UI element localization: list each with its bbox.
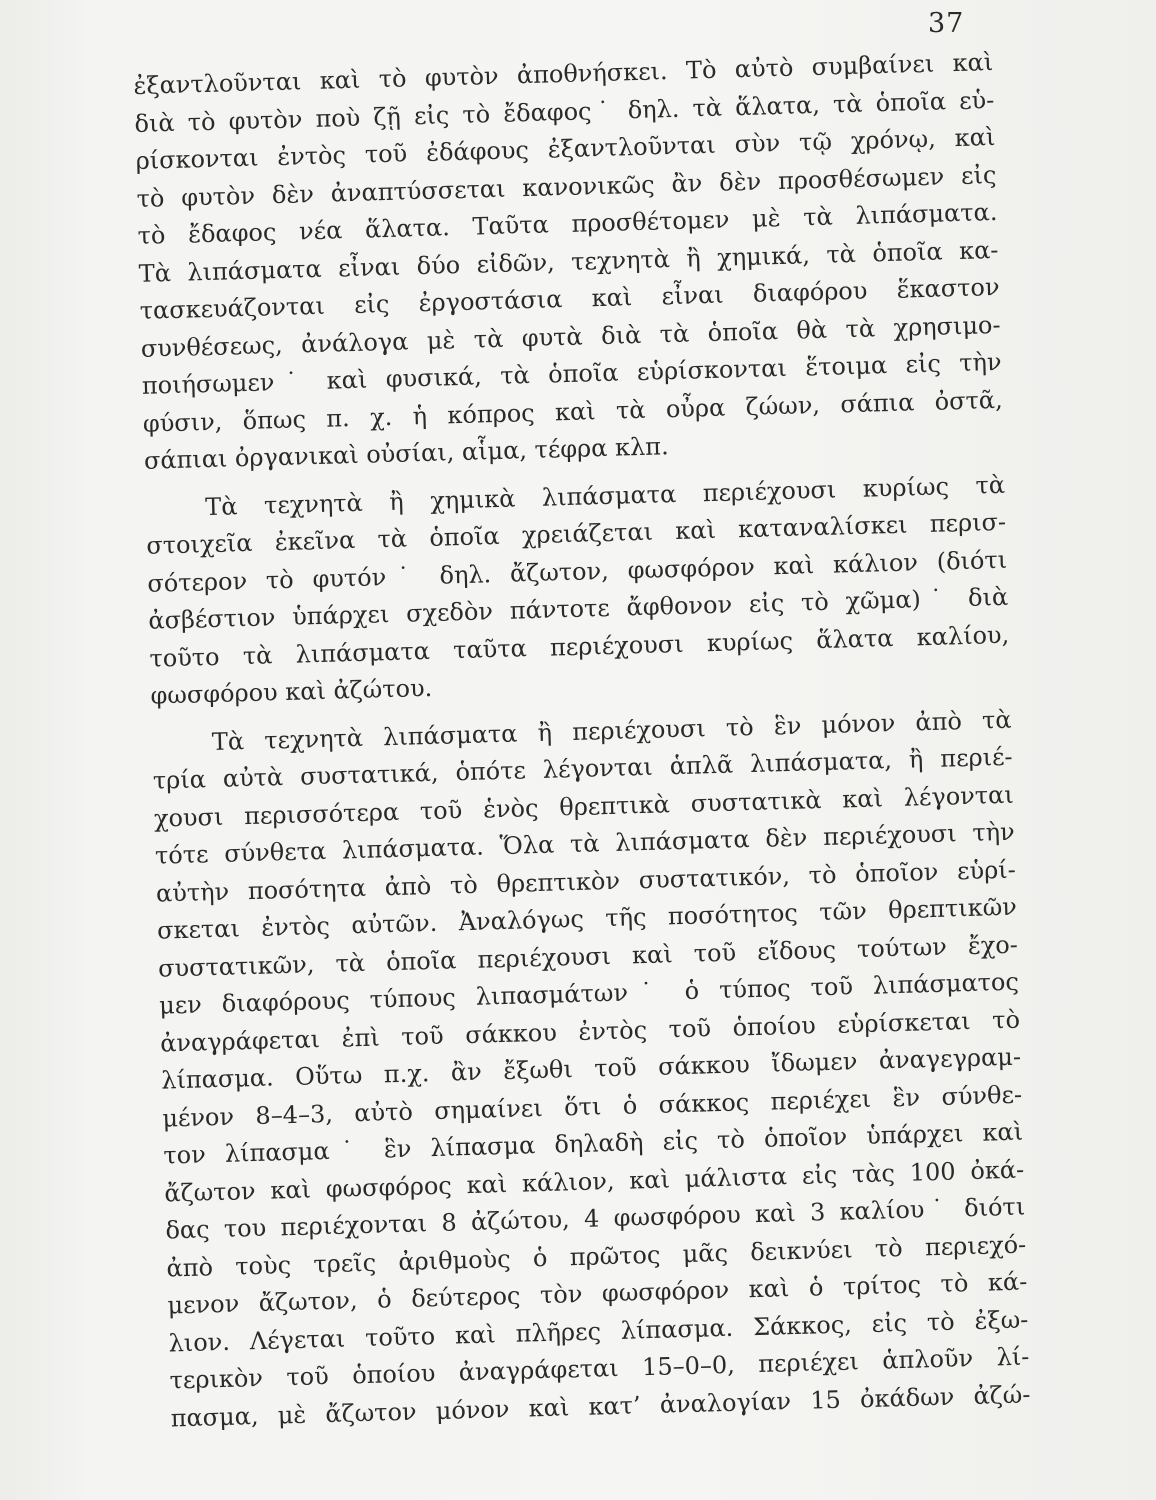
text-line: φύσιν, ὅπως π. χ. ἡ κόπρος καὶ τὰ οὖρα ζώων, σάπια ὀστᾶ, bbox=[142, 385, 1003, 438]
text-line: λιον. Λέγεται τοῦτο καὶ πλῆρες λίπασμα. Σάκκος, εἰς τὸ ἐξω- bbox=[168, 1304, 1029, 1357]
text-line: Τὰ λιπάσματα εἶναι δύο εἰδῶν, τεχνητὰ ἢ χημικά, τὰ ὁποῖα κα- bbox=[138, 235, 999, 288]
text-line: τὸ φυτὸν δὲν ἀναπτύσσεται κανονικῶς ἂν δὲν προσθέσωμεν εἰς bbox=[136, 160, 997, 213]
text-line: μεν διαφόρους τύπους λιπασμάτων˙ ὁ τύπος τοῦ λιπάσματος bbox=[158, 967, 1020, 1020]
text-line: ἀπὸ τοὺς τρεῖς ἀριθμοὺς ὁ πρῶτος μᾶς δεικνύει τὸ περιεχό- bbox=[166, 1230, 1027, 1283]
text-line: σκεται ἐντὸς αὐτῶν. Ἀναλόγως τῆς ποσότητος τῶν θρεπτικῶν bbox=[156, 892, 1018, 945]
text-line: διὰ τὸ φυτὸν ποὺ ζῇ εἰς τὸ ἔδαφος˙ δηλ. τὰ ἅλατα, τὰ ὁποῖα εὑ- bbox=[134, 85, 995, 138]
text-line: Τὰ τεχνητὰ ἢ χημικὰ λιπάσματα περιέχουσι κυρίως τὰ bbox=[204, 470, 1006, 521]
text-line: λίπασμα. Οὕτω π.χ. ἂν ἔξωθι τοῦ σάκκου ἴδωμεν ἀναγεγραμ- bbox=[160, 1042, 1022, 1095]
text-line: μένον 8–4–3, αὐτὸ σημαίνει ὅτι ὁ σάκκος περιέχει ἓν σύνθε- bbox=[161, 1080, 1023, 1133]
text-line: δας του περιέχονται 8 ἀζώτου, 4 φωσφόρου καὶ 3 καλίου˙ διότι bbox=[165, 1192, 1026, 1245]
text-line: φωσφόρου καὶ ἀζώτου. bbox=[150, 673, 433, 710]
text-line: τοῦτο τὰ λιπάσματα ταῦτα περιέχουσι κυρίως ἅλατα καλίου, bbox=[149, 620, 1010, 673]
text-line: αὐτὴν ποσότητα ἀπὸ τὸ θρεπτικὸν συστατικόν, τὸ ὁποῖον εὑρί- bbox=[155, 855, 1017, 908]
text-line: τότε σύνθετα λιπάσματα. Ὅλα τὰ λιπάσματα δὲν περιέχουσι τὴν bbox=[154, 817, 1016, 870]
text-line: Τὰ τεχνητὰ λιπάσματα ἢ περιέχουσι τὸ ἓν μόνον ἀπὸ τὰ bbox=[211, 705, 1012, 756]
text-line: συστατικῶν, τὰ ὁποῖα περιέχουσι καὶ τοῦ εἴδους τούτων ἔχο- bbox=[157, 930, 1019, 983]
text-line: τερικὸν τοῦ ὁποίου ἀναγράφεται 15–0–0, περιέχει ἁπλοῦν λί- bbox=[169, 1342, 1030, 1395]
text-line: ἐξαντλοῦνται καὶ τὸ φυτὸν ἀποθνήσκει. Τὸ αὐτὸ συμβαίνει καὶ bbox=[133, 47, 994, 100]
text-line: στοιχεῖα ἐκεῖνα τὰ ὁποῖα χρειάζεται καὶ καταναλίσκει περισ- bbox=[145, 507, 1007, 560]
text-line: τρία αὐτὰ συστατικά, ὁπότε λέγονται ἁπλᾶ λιπάσματα, ἢ περιέ- bbox=[152, 742, 1013, 795]
text-line: σάπιαι ὀργανικαὶ οὐσίαι, αἷμα, τέφρα κλπ. bbox=[143, 432, 670, 475]
text-line: πασμα, μὲ ἄζωτον μόνον καὶ κατ’ ἀναλογίαν 15 ὀκάδων ἀζώ- bbox=[170, 1379, 1031, 1432]
page-number: 37 bbox=[928, 8, 965, 39]
text-line: ρίσκονται ἐντὸς τοῦ ἐδάφους ἐξαντλοῦνται σὺν τῷ χρόνῳ, καὶ bbox=[135, 122, 996, 175]
text-line: τασκευάζονται εἰς ἐργοστάσια καὶ εἶναι διαφόρου ἕκαστον bbox=[139, 272, 1000, 325]
text-line: τον λίπασμα˙ ἓν λίπασμα δηλαδὴ εἰς τὸ ὁποῖον ὑπάρχει καὶ bbox=[162, 1117, 1024, 1170]
text-line: χουσι περισσότερα τοῦ ἑνὸς θρεπτικὰ συστατικὰ καὶ λέγονται bbox=[153, 780, 1015, 833]
text-line: ἄζωτον καὶ φωσφόρος καὶ κάλιον, καὶ μάλιστα εἰς τὰς 100 ὀκά- bbox=[164, 1155, 1025, 1208]
text-line: τὸ ἔδαφος νέα ἅλατα. Ταῦτα προσθέτομεν μὲ τὰ λιπάσματα. bbox=[137, 197, 998, 250]
text-line: συνθέσεως, ἀνάλογα μὲ τὰ φυτὰ διὰ τὰ ὁποῖα θὰ τὰ χρησιμο- bbox=[140, 310, 1001, 363]
text-line: σότερον τὸ φυτόν˙ δηλ. ἄζωτον, φωσφόρον καὶ κάλιον (διότι bbox=[147, 545, 1008, 598]
text-line: ἀσβέστιον ὑπάρχει σχεδὸν πάντοτε ἄφθονον εἰς τὸ χῶμα)˙ διὰ bbox=[148, 582, 1009, 635]
text-line: ἀναγράφεται ἐπὶ τοῦ σάκκου ἐντὸς τοῦ ὁποίου εὑρίσκεται τὸ bbox=[159, 1005, 1021, 1058]
text-line: ποιήσωμεν˙ καὶ φυσικά, τὰ ὁποῖα εὑρίσκονται ἕτοιμα εἰς τὴν bbox=[141, 347, 1002, 400]
text-line: μενον ἄζωτον, ὁ δεύτερος τὸν φωσφόρον καὶ ὁ τρίτος τὸ κά- bbox=[167, 1267, 1028, 1320]
body-text bbox=[133, 44, 1031, 1437]
